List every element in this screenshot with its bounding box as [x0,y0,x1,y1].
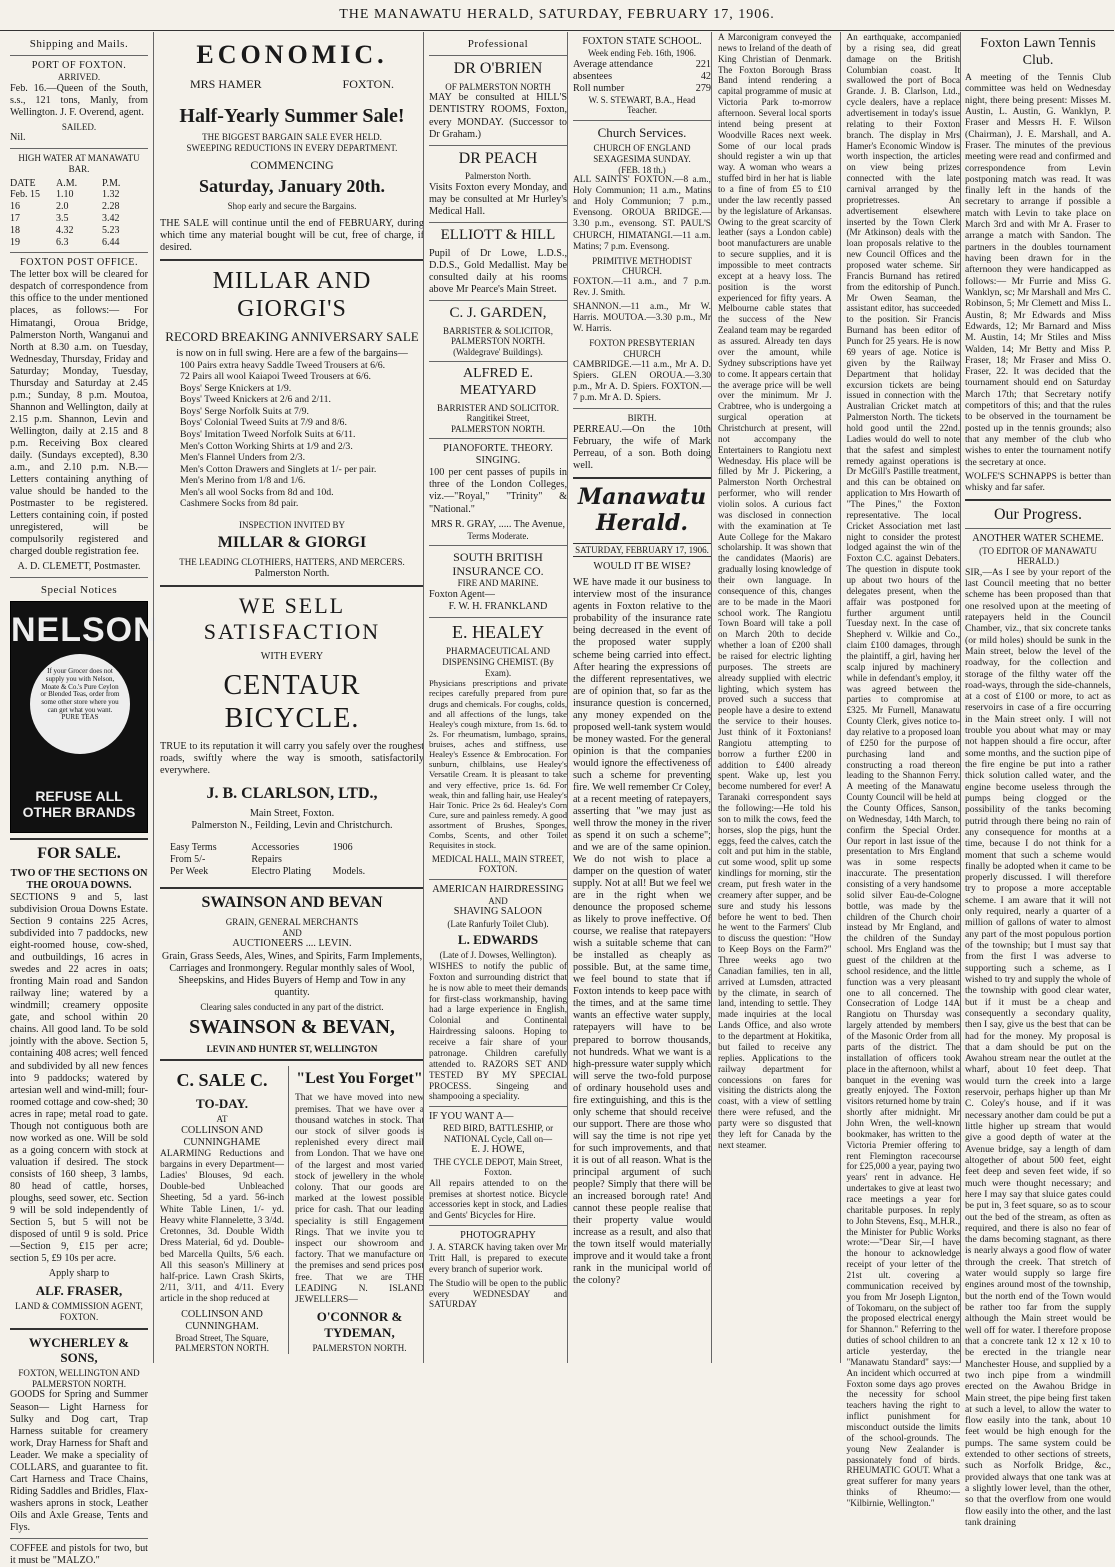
elliott-text: Pupil of Dr Lowe, L.D.S., D.D.S., Gold Medallist. May be consulted daily at his rooms above Mr Pearce's Main Street. [429,247,567,295]
masthead [0,0,1114,31]
sale-title: Half-Yearly Summer Sale! [179,104,405,127]
healey-sub: PHARMACEUTICAL AND DISPENSING CHEMIST. (By Exam). [442,646,554,678]
postmaster: A. D. CLEMETT, Postmaster. [17,561,141,573]
mg-trade: THE LEADING CLOTHIERS, HATTERS, AND MERCERS. [179,557,405,568]
garden-bldg: (Waldegrave' Buildings). [453,346,543,357]
post-office-title: FOXTON POST OFFICE. [19,257,139,269]
arrived-label: ARRIVED. [57,72,101,82]
garden-sub: BARRISTER & SOLICITOR, [442,325,554,336]
apply-label: Apply sharp to [48,1268,110,1280]
primitive-title: PRIMITIVE METHODIST CHURCH. [592,255,692,277]
mg-bargain-item: Men's all wool Socks from 8d and 10d. [180,486,334,498]
satisfaction-title: WE SELL SATISFACTION [203,592,381,644]
nelson-circle-text: If your Grocer does not supply you with Nelson, Moate & Co.'s Pure Ceylon or Blended Teas, order from some other store where you can get what you want. PURE TEAS [30,654,130,754]
column-5 [711,32,966,1509]
clarlson-addr: Main Street, Foxton. [249,807,335,819]
howe-text: All repairs attended to on the premises at shortest notice. Bicycle accessories kept in stock, and Ladies and Gents' Bicycles for Hire. [429,1177,567,1221]
mg-intro: is now on in full swing. Here are a few of the bargains— [176,347,408,359]
terms-cell: Per Week [170,865,209,877]
lyf-ad [295,1066,424,1353]
sbi-title: SOUTH BRITISH INSURANCE CO. [452,550,544,579]
tide-cell: 5.23 [102,224,120,236]
lyf-title: "Lest You Forget" [296,1070,423,1088]
cc-at: AT [216,1114,228,1124]
sale-sub2: SWEEPING REDUCTIONS IN EVERY DEPARTMENT. [186,143,398,154]
tide-cell: 19 [10,236,20,248]
terms-cell [333,854,414,866]
edwards-note: (Late of J. Dowses, Wellington). [439,950,557,961]
tide-cell: 2.28 [102,201,120,213]
mg-bargain-item: 100 Pairs extra heavy Saddle Tweed Trousers at 6/6. [180,359,386,371]
absentees-label: absentees [573,70,613,82]
elliott-name: ELLIOTT & HILL [440,227,556,244]
sale-date: Saturday, January 20th. [198,175,386,196]
tide-cell: 2.0 [56,201,69,213]
wolfe-ad: WOLFE'S SCHNAPPS is better than whisky and far safer. [965,470,1111,494]
with-every: WITH EVERY [260,650,324,662]
club-title: Foxton Lawn Tennis Club. [980,36,1096,68]
mg-bargain-item: Boys' Colonial Tweed Suits at 7/9 and 8/6. [180,417,347,429]
school-title: FOXTON STATE SCHOOL. [582,36,702,47]
meatyard-sub: BARRISTER AND SOLICITOR. [436,402,560,413]
hamer-town: FOXTON. [342,76,394,91]
tide-cell: 6.44 [102,236,120,248]
hair-note: (Late Ranfurly Toilet Club). [447,918,549,929]
progress-title: Our Progress. [994,505,1082,523]
starck-text: J. A. STARCK having taken over Mr Tritt Hall, is prepared to execute every branch of superior work. [429,1242,567,1274]
editor-line: (TO EDITOR OF MANAWATU HERALD.) [979,545,1097,567]
sunday: SEXAGESIMA SUNDAY. [593,153,691,164]
sb-text: Grain, Grass Seeds, Ales, Wines, and Spirits, Farm Implements, Carriages and Ironmongery. Regular monthly sales of Wool, Sheepskins, and Hides Buyers of Hemp and Tow in any quantity. [161,950,423,998]
cc-text: ALARMING Reductions and bargains in every Department— Ladies' Blouses, 9d each. Double-bed Unbleached Sheeting, 5d a yard. 56-inch White Table Linen, 1/- yd. Heavy white Flannelette, 3 3/4d. Cretonnes, 3d. Double Width Dress Material, 6d yd. Double-bed Marcella Quilts, 5/6 each. All this season's Millinery at half-price. Lawn Crash Skirts, 2/11, 3/11, and 4/11. Every article in the shop reduced at [160,1148,284,1305]
editorial-text: WE have made it our business to interview most of the insurance agents in Foxton relative to the probability of the insurance rate being decreased in the event of the proposed water supply scheme being carried into effect. After hearing the expressions of the different representatives, we are of opinion that, so far as the insurance question is concerned, any money expended on the proposed well-tank system would be money wasted. For the general opinion is that the companies would ignore the effectiveness of such a scheme for preventing fire. We well remember Cr Coley, at a recent meeting of ratepayers, asserting that "we may just as well throw the money in the river as spend it on such a scheme"; and we are of the same opinion. We do not wish to place a damper on the question of water supply. Not at all! But we feel we are in the right when we denounce the proposed scheme as likely to prove ineffective. Of course, we realise that ratepayers wish a suitable scheme that can be installed as cheaply as possible. But, at the same time, we feel bound to state that if Foxton intends to keep pace with the times, and at the same time wants an effective water supply, ratepayers will have to be prepared to borrow thousands, not hundreds. What we want is a high-pressure water supply which will serve the two-fold purpose of ordinary household uses and fire extinguishing, and this is the only scheme that should receive our support. There are those who will say the time is not ripe yet for such improvements, and that it is out of all reason. What is the principal argument of such people? Simply that there will be an increased borough rate! And cannot these people realise that their property value would increase as a result, and also that the town itself would materially improve and it would take a front rank in the municipal world of the colony? [573,577,711,1287]
sb-sub: GRAIN, GENERAL MERCHANTS [225,917,359,928]
centaur-title: CENTAUR BICYCLE. [223,669,361,734]
sb-big: SWAINSON & BEVAN, [189,1016,395,1039]
bottom-ads [160,1066,424,1353]
economic-title: ECONOMIC. [196,40,388,69]
tide-table [10,178,148,249]
nelson-tagline: REFUSE ALL OTHER BRANDS [22,788,136,820]
sb-and: AND [282,927,302,938]
tide-cell: 3.5 [56,212,69,224]
column-3 [423,32,572,1363]
howe-name: E. J. HOWE, [471,1144,525,1156]
mg-bargain-item: Cashmere Socks from 8d pair. [180,498,299,510]
meatyard-town: PALMERSTON NORTH. [451,423,545,434]
hair-and: AND [488,895,508,906]
terms-cell: Accessories [251,841,300,853]
mg-bargain-item: 72 Pairs all wool Kaiapoi Tweed Trousers at 6/6. [180,371,371,383]
garden-town: PALMERSTON NORTH. [451,336,545,347]
feb: (FEB. 18 th.) [618,164,666,175]
presby-text: CAMBRIDGE.—11 a.m., Mr A. D. Spiers. GLEN OROUA.—3.30 p.m., Mr A. D. Spiers. FOXTON.—7 p.m. Mr A. D. Spiers. [573,359,711,403]
sbi-agent: Foxton Agent— [429,589,495,601]
port-title: PORT OF FOXTON. [31,59,127,71]
for-sale-sub: TWO OF THE SECTIONS ON THE OROUA DOWNS. [10,868,148,892]
letter-text: SIR,—As I see by your report of the last Council meeting that no better scheme has been proposed than that one resolved upon at the meeting of ratepayers held in the Council Chamber, viz., that six concrete tanks (or mild holes) should be sunk in the Main street, below the level of the roadway, for the collection and storage of the filthy water off the road-ways, through the side-channels, at a cost of £100 or more, to act as reservoirs in case of a fire occurring in the Main street only. I will not trouble you about what may or may not happen should a fire occur, after some months, and the suction pipe of the fire engine be put into a rather thick solution called water, and the engine become useless through the pumps being clogged or the possibility of the tanks becoming putrid through there being no rain of any consequence for months at a time, because I do not think for a moment that such a scheme would finally be adopted when it came to be properly discussed. I will therefore try to propose a more acceptable scheme. I am aware that it will not only required, nearly a quarter of a million of gallons of water to almost any part of the most populous portion of the township; but I must say that from the first I was adverse to supporting such a scheme, as I wished to try and supply the whole of the township with good clear water, but if it must be a cheap and consequently a secondary quality, then I say, give us the best that can be had for the money. My proposal is that a dam should be put on the Awahou stream near the outlet at the wharf, about 10 feet deep. That would turn the creek into a large reservoir, perhaps higher up than Mr C. Coley's house, and if it was necessary another dam could be put a little higher up stream that would give a good depth of water at the Avenue bridge, say a length of dam altogether of about 500 feet, eight feet deep and seven feet wide, if so much were thought necessary; and here I may say that sluice gates could be put in, 3 feet square, so as to scour out the bed of the stream, as often as required, and there is also no fear of the dams becoming stagnant, as there is nearly always a good flow of water through the creek. That stretch of water would supply so large fire engines around most of the township, but the north end of the Town would be rather too far from the supply although the Main street would be well off for water. I therefore propose that a concrete tank 12 x 12 x 10 to be erected in the triangle near Manchester House, and supplied by a two inch pipe from a windmill erected on the Awahou Bridge in Main street, the pipe being first taken at such a level, to allow the water to flow easily into the tank, about 10 feet would be high enough for the pumps. The same system could be extended to other sections of streets, such as Norfolk Bridge, &c., provided always that one tank was at a slightly lower level, than the other, so that the overflow from one would flow easily into the other, and the last tank draining [965,566,1111,1528]
edwards-text: WISHES to notify the public of Foxton and surrounding district that he is now able to meet their demands for first-class workmanship, having had a large experience in English, Colonial and Continental Hairdressing saloons. Hoping to receive a fair share of your patronage. Children carefully attended to. RAZORS SET AND TESTED BY MY SPECIAL PROCESS. Singeing and shampooing a speciality. [429,961,567,1102]
sbi-name: F. W. H. FRANKLAND [448,601,548,613]
news-right [840,32,961,1509]
sailed-text: Nil. [10,132,26,144]
terms-table [170,842,414,877]
for-sale-text: SECTIONS 9 and 5, last subdivision Oroua Downs Estate. Section 9 contains 225 Acres, subdivided into 7 paddocks, new eight-roomed house, cow-shed, and outbuildings, 16 acres in swedes and 22 acres in oats; fronting Main road and Sandon railway line; watered by a windmill; creamery opposite gate, and school within 20 chains. All good land. To be sold jointly with the above. Section 5, containing 408 acres; well fenced and subdivided by all new fences into 9 paddocks; watered by artesian well and wind-mill; four-roomed cottage and cow-shed; 30 acres in rape; metal road to gate. Though not contiguous both are now worked as one. Will be sold as a going concern with stock at valuation if desired. The stock consists of 160 sheep, 3 lambs, 80 head of cattle, horses, ploughs, seed sower, etc. Section 9 will be sold independently of Section 5, but 5 will not be disposed of until 9 is sold. Price—Section 9, £15 per acre; section 5, £9 10s per acre. [10,892,148,1264]
mg-bargain-item: Men's Cotton Working Shirts at 1/9 and 2/3. [180,440,353,452]
terms-cell: Repairs [251,853,282,865]
obrien-name: DR O'BRIEN [453,59,543,77]
tide-cell: 6.3 [56,236,69,248]
news-text-1: A Marconigram conveyed the news to Ireland of the death of King Christian of Denmark. The Foxton Borough Brass Band intend rendering a capital programme of music at Victoria Park to-morrow afternoon. Several local sports intend being present at Woodville Races next week. Some of our local prads should register a win up that way. A woman who wears a stuffed bird in her hat is liable to a fine of from £5 to £10 under the law recently passed by the legislature of Arkansas. Owing to the great scarcity of leather (says a London cable) boot manufacturers are unable to secure supplies, and it is impossible to meet contracts except at a heavy loss. The position is the worst experienced for fifty years. A Melbourne cable states that the success of the New Zealand team may be regarded as assured. Already ten days over the amount, while Sydney subscriptions have yet to come. It appears certain that the average price will be well over the minimum. Mr J. Crabtree, who is undergoing a surgical operation at Christchurch at present, will not accompany the Entertainers to Rangiotu next Wednesday. His place will be filled by Mr J. Pickering, a Palmerston North Orchestral performer, who will render violin solos. A curious fact was disclosed in connection with the examination at Te Aute College for the Makaro scholarship. It was shown that the candidates (Maoris) are gradually losing knowledge of their own language. In consequence of this, changes are to be made in the Maori school work. The Rangiotu Town Board will take a poll on March 20th to decide whether a loan of £200 shall be raised for electric lighting purposes. The streets are already supplied with electric lighting, which system has proved such a success that people have a desire to extend the service to their houses. Just think of it Foxtonians! Rangiotu attempting to borrow a further £200 in addition to £400 already spent. Wake up, lest you become numbered for ever! A Taranaki correspondent says the following:—He told his son to milk the cows, feed the horses, slop the pigs, hunt the eggs, feed the calves, catch the colt and put him in the stable, cut some wood, split up some kindlings for morning, stir the cream, put fresh water in the creamery after supper, and be sure and study his lessons before he went to bed. Then he went to the Farmers' Club to discuss the question: "How to Keep Boys on the Farm?" Three weeks ago two Canadian families, ten in all, arrived at Lumsden, attracted by the climate, in search of land, intending to settle. They made inquiries at the local Lands Office, and also wrote to the department at Hokitika, but failed to receive any replies. Applications to the railway department for concessions on fares for visiting the districts along the coast, with a view of settling there were refused, and the party were so disgusted that they left for Canada by the next steamer. [718,32,832,1150]
news-left [718,32,832,1363]
post-office-text: The letter box will be cleared for despatch of correspondence from this office to the under mentioned places, as follows:— For Himatangi, Oroua Bridge, Palmerston North, Wanganui and North at 8.30 a.m. on Tuesday, Wednesday, Thursday, Friday and Saturday; Monday, Tuesday, Thursday and Saturday at 2.45 p.m.; Sunday, 8 p.m. Moutoa, Shannon and Wellington, daily at 2.15 p.m. Shannon, Levin and Wellington, daily at 2.15 and 8 p.m. Receiving Box cleared daily. (Sundays excepted), 8.30 a.m., and 2.10 p.m. N.B.—Letters containing anything of value should be handed to the Postmaster to be registered. Letters containing coin, if posted unregistered, will be compulsorily registered and charged double registration fee. [10,269,148,558]
mg-bargain-item: Boys' Tweed Knickers at 2/6 and 2/11. [180,394,331,406]
arrived-text: Feb. 16.—Queen of the South, s.s., 121 tons, Manly, from Wellington. J. F. Overend, agent. [10,82,148,118]
roll-value: 279 [695,82,711,94]
tide-cell: 17 [10,212,20,224]
sb-title: SWAINSON AND BEVAN [201,894,383,912]
tide-cell: Feb. 15 [10,189,40,201]
wycherley-text: GOODS for Spring and Summer Season— Light Harness for Sulky and Dog cart, Trap Harness suitable for creamery work, Dray Harness for Shaft and Leader. We make a speciality of COLLARS, and guarantee to fit. Cart Harness and Trace Chains, Riding Saddles and Bridles, Flax-washers aprons in stock, Leather Oils and Axle Grease, Tents and Flys. [10,1389,148,1533]
tide-cell: 1.10 [56,189,74,201]
mg-bargain-item: Men's Cotton Drawers and Singlets at 1/- per pair. [180,463,377,475]
mg-title: MILLAR AND GIORGI'S [212,267,372,323]
sailed-label: SAILED. [61,121,97,132]
paper-date: SATURDAY, FEBRUARY 17, 1906. [573,543,711,558]
church-text: ALL SAINTS' FOXTON.—8 a.m., Holy Communion; 11 a.m., Matins and Holy Communion; 7 p.m., Evensong. OROUA BRIDGE.—3.30 p.m., evensong. ST. PAUL'S CHURCH, HIMATANGI.—11 a.m. Matins; 7 p.m. Evensong. [573,175,711,252]
gray-terms: Terms Moderate. [467,530,529,541]
photo-title: PHOTOGRAPHY [460,1230,536,1242]
sb-note: Clearing sales conducted in any part of the district. [200,1001,384,1012]
peach-town: Palmerston North. [465,171,531,182]
healey-name: E. HEALEY [452,622,544,643]
roll-label: Roll number [573,82,625,94]
howe-sub: THE CYCLE DEPOT, Main Street, Foxton. [433,1156,563,1178]
tide-head: P.M. [102,177,121,189]
peach-name: DR PEACH [458,149,538,167]
shipping-title: Shipping and Mails. [29,38,129,50]
editorial-title: WOULD IT BE WISE? [593,561,691,573]
column-4 [567,32,716,1363]
tide-head: DATE [10,177,36,189]
clarlson-name: J. B. CLARLSON, LTD., [206,785,378,803]
cc-name: COLLINSON AND CUNNINGHAME [181,1124,263,1148]
terms-cell: 1906 [332,841,353,853]
terms-cell: Easy Terms [170,841,217,853]
nelson-brand: NELSON [11,611,159,650]
piano-text: 100 per cent passes of pupils in three of the London Colleges, viz.—"Royal," "Trinity" & "National." [429,467,567,515]
mg-sub: RECORD BREAKING ANNIVERSARY SALE [165,329,419,345]
news-text-2: An earthquake, accompanied by a rising sea, did great damage on the British Columbian coast. It swallowed the port of Boca Grande. J. B. Clarlson, Ltd., cycle dealers, have a replace advertisement in today's issue relating to their Foxton branch. The display in Mrs Hamer's Economic Window is worth inspection, the articles on view being prizes connected with the late carnival arranged by the proprietresses. An advertisement elsewhere inserted by the Town Clerk (Mr Atkinson) deals with the loan proposals relative to the new Council Offices and the proposed water scheme. Sir Francis Burnand has retired from the editorship of Punch. Mr Owen Seaman, the assistant editor, has succeeded to the position. Sir Francis Burnand has been editor of Punch for 25 years. He is now 69 years of age. Notice is given by the Railway Department that holiday excursion tickets are being issued in connection with the Australian Cricket match at Palmerston North. The tickets hold good until the 22nd. Ladies would do well to note that the safest and simplest remedy against operations is Dr McGill's Pastille treatment, and this can be obtained on application to Mrs Howarth of "The Pines," the Foxton representative. The local Cricket Association met last night to consider the protest lodged against the win of the Foxton C.C. against Debaters. The question in dispute took up about two hours of the delegates present, when the affair was postponed for further argument until Tuesday next. In the case of Shepherd v. Wilkie and Co., claim £100 damages, through the plaintiff, a girl, having her scalp injured by machinery while in defendant's employ, it was agreed between the parties to compromise at £325. Mr Furnell, Manawatu County Clerk, gives notice to-day relative to a proposed loan of £250 for the purpose of purchasing land and constructing a road thereon leading to the Shannon Ferry. A meeting of the Manawatu County Council will be held at the County Offices, Sanson, on Wednesday, 14th March, to confirm the Special Order. Our report in last issue of the presentation to Mrs England was in some respects inaccurate. The presentation consisting of a very handsome solid silver Eau-de-Cologne bottle, was made by the children of the Church choir instead by Mr England, and the children of the Sunday school. Mrs England was the guest of the children at the school residence, and the little function was a very pleasant one to all concerned. The Consecration of Lodge 14A Rangiotu on Thursday was largely attended by members of the Masonic Order from all parts of the district. The installation of officers took place in the afternoon, whilst a banquet in the evening was greatly enjoyed. The Foxton visitors returned home by train shortly after midnight. Mr John Wren, the well-known bookmaker, has written to the Victoria Premier offering to rent Flemington racecourse for £25,000 a year, paying two years' rent in advance. He undertakes to give at least two race meetings a year for charitable purposes. In reply to John Stevens, Esq., M.H.R., the Minister for Public Works wrote:—"Dear Sir,—I have the honour to acknowledge receipt of your letter of the 21st ult. covering a communication received by you from Mr Joseph Lignton, of Tokomaru, on the subject of the proposed electrical energy for Shannon." Referring to the duties of school children to an article yesterday, the "Manawatu Standard" says:—An incident which occurred at Foxton some days ago proves the necessity for school teachers having the right to inflict punishment for misconduct outside the limits of the school-grounds. The young New Zealander is passionately fond of birds. RHEUMATIC GOUT. What a great sufferer for many years thinks of Rheumo:— "Kilbirnie, Wellington." [846,32,960,1509]
terms-cell: Models. [332,865,366,877]
church-title: Church Services. [597,124,687,140]
agent-sub: LAND & COMMISSION AGENT, FOXTON. [15,1301,143,1322]
terms-cell: Electro Plating [251,865,312,877]
meatyard-st: Rangitikei Street, [466,413,530,424]
tide-cell: 3.42 [102,212,120,224]
nelson-tea-ad [10,601,159,833]
gray-name: MRS R. GRAY, ..... The Avenue, [430,518,566,530]
attendance-value: 221 [695,58,711,70]
special-notices-title: Special Notices [40,584,118,597]
lyf-name: O'CONNOR & TYDEMAN, [316,1309,403,1340]
hamer-line [160,77,424,91]
cc-addr: Broad Street, The Square, PALMERSTON NORTH. [175,1332,269,1354]
mg-bargain-item: Boys' Serge Knickers at 1/9. [180,382,292,394]
tide-cell: 1.32 [102,189,120,201]
piano-title: PIANOFORTE. THEORY. SINGING. [443,443,553,467]
wycherley-sub: FOXTON, WELLINGTON AND PALMERSTON NORTH. [18,1368,140,1389]
birth-text: PERREAU.—On the 10th February, the wife of Mark Perreau, of a son. Both doing well. [573,423,711,471]
studio-text: The Studio will be open to the public every WEDNESDAY and SATURDAY [429,1277,567,1310]
masthead-title: THE MANAWATU HERALD, SATURDAY, FEBRUARY 17, 1906. [339,7,775,22]
mg-name: MILLAR & GIORGI [217,534,367,552]
healey-addr: MEDICAL HALL, MAIN STREET, FOXTON. [431,853,565,875]
for-sale-title: FOR SALE. [37,845,121,863]
absentees-row [573,71,711,83]
hair-title: AMERICAN HAIRDRESSING [432,883,564,895]
mg-bargain-item: Boys' Serge Norfolk Suits at 7/9. [180,405,309,417]
sb-streets: LEVIN AND HUNTER ST, WELLINGTON [206,1043,378,1054]
column-2 [153,32,430,1363]
cc-ad [160,1066,289,1353]
primitive-text2: SHANNON.—11 a.m., Mr W. Harris. MOUTOA.—3.30 p.m., Mr W. Harris. [573,302,711,335]
edwards-name: L. EDWARDS [457,932,539,948]
mg-town: Palmerston North. [254,567,330,579]
healey-text: Physicians prescriptions and private recipes carefully prepared from pure drugs and chemicals. For coughs, colds, and all affections of the lungs, take Healey's cough mixture, from 1s. 6d. to 2s. For rheumatism, lumbago, sprains, bruises, aches and stiffness, use Healey's Essence & Embrocation. For sunburn, chilblains, use Healey's Versatile Cream. It is pleasant to take and very effective, price 1s. 6d. For weak, thin and falling hair, use Healey's Hair Tonic. Price 2s 6d. Healey's Corn Cure, sure and painless remedy. A good assortment of Brushes, Sponges, Combs, Scents, and other Toilet Requisites in stock. [429,678,567,851]
news-columns [718,32,960,1509]
agent-name: ALF. FRASER, [35,1283,123,1299]
presby-title: FOXTON PRESBYTERIAN CHURCH [589,338,695,360]
high-water-title: HIGH WATER AT MANAWATU BAR. [18,153,140,174]
tide-cell: 4.32 [56,224,74,236]
sale-note: Shop early and secure the Bargains. [227,201,357,212]
column-6 [960,32,1115,1528]
lyf-town: PALMERSTON NORTH. [312,1342,407,1353]
mg-bargain-item: Men's Merino from 1/8 and 1/6. [180,475,306,487]
column-1 [8,32,159,1566]
cc-title: C. SALE C. [176,1070,268,1091]
centaur-text: TRUE to its reputation it will carry you safely over the roughest roads, swiftly where the way is smooth, satisfactorily everywhere. [160,740,424,777]
cc-sign: COLLINSON AND CUNNINGHAM. [181,1308,263,1332]
school-week: Week ending Feb. 16th, 1906. [587,48,696,59]
attendance-label: Average attendance [573,58,653,70]
hamer-name: MRS HAMER [190,76,262,91]
birth-title: BIRTH. [627,413,657,424]
peach-text: Visits Foxton every Monday, and may be consulted at Mr Hurley's Medical Hall. [429,182,567,218]
water-title: ANOTHER WATER SCHEME. [972,533,1104,545]
meatyard-name: ALFRED E. MEATYARD [459,366,537,398]
mg-bargain-item: Boys' Imitation Tweed Norfolk Suits at 6/11. [180,429,356,440]
church-eng: CHURCH OF ENGLAND [593,143,691,154]
commencing: COMMENCING [250,157,334,172]
tide-cell: 18 [10,224,20,236]
sale-cont: THE SALE will continue until the end of FEBRUARY, during which time any material bought will be cut, free of charge, if desired. [160,217,424,253]
absentees-value: 42 [700,70,711,82]
wycherley-title: WYCHERLEY & SONS, [28,1334,130,1365]
cc-today: TO-DAY. [196,1095,248,1111]
mg-bargain-item: Men's Flannel Unders from 2/3. [180,452,306,464]
lyf-text: That we have moved into new premises. That we have over a thousand watches in stock. That our stock of silver goods is replenished every direct mail from London. That we have one of the largest and most varied stock of jewellery in the whole colony. That our goods are marked at the lowest possible price for cash. That our leading speciality is still Engagement Rings. That we invite you to inspect our showroom and factory. That we manufacture on the premises and send prices post free. That we are THE LEADING N. ISLAND JEWELLERS— [295,1093,424,1305]
attendance-row [573,59,711,71]
terms-cell: From 5/- [170,853,206,865]
tide-head: A.M. [56,177,78,189]
inspection: INSPECTION INVITED BY [239,519,345,530]
clarlson-towns: Palmerston N., Feilding, Levin and Christchurch. [191,819,393,831]
hair-sub: SHAVING SALOON [453,906,543,918]
professional-title: Professional [467,38,529,50]
coffee-ad: COFFEE and pistols for two, but it must be "MALZO." [10,1542,148,1566]
primitive-text: FOXTON.—11 a.m., and 7 p.m. Rev. J. Smith. [573,276,711,299]
obrien-text: MAY be consulted at HILL'S DENTISTRY ROOMS, Foxton, every MONDAY. (Successor to Dr Graham.) [429,92,567,140]
mg-bargain-list [160,360,424,510]
roll-row [573,83,711,95]
sb-auct: AUCTIONEERS .... LEVIN. [232,938,352,950]
sbi-sub: FIRE AND MARINE. [457,578,539,589]
obrien-sub: OF PALMERSTON NORTH [445,81,551,92]
tide-cell: 16 [10,201,20,213]
paper-name: Manawatu Herald. [577,483,707,536]
garden-name: C. J. GARDEN, [449,304,547,321]
club-text: A meeting of the Tennis Club committee was held on Wednesday night, there being present: Misses M. Austin, L. Austin, G. Wanklyn, P. Fraser and Messrs H. F. Wilson (Chairman), J. E. Marshall, and A. Fraser. The minutes of the previous meeting were read and confirmed and correspondence from Levin postponing match was read. It was finally left in the hands of the secretary to arrange if possible a match with Levin to take place on March 3rd and with Mr A. Fraser to arrange a match with Sandon. The partners in the doubles tournament having been drawn for in the afternoon they were handicapped as follows:— Mr Furrie and Miss G. Wanklyn, sc; Mr Marshall and Mrs C. Robinson, 5; Mr Clemett and Miss L. Austin, 8; Mr Edwards and Miss Edwards, 12; Mr Barnard and Miss M. Austin, 14; Mr Stiles and Miss Walden, 14; Mr Betty and Miss P. Fraser, 18; Mr Fraser and Miss O. Fraser, 22. It was decided that the tournament should end on Saturday March 17th; that Secretary notify competitors of this; and that the rules to be observed in the tournament be posted up in the tennis grounds; also that any member of the club who wishes to enter the tournament notify the secretary at once. [965,72,1111,468]
sale-sub1: THE BIGGEST BARGAIN SALE EVER HELD. [202,132,382,143]
stewart: W. S. STEWART, B.A., Head Teacher. [588,94,696,116]
want-title: IF YOU WANT A— [429,1111,514,1123]
want-items: RED BIRD, BATTLESHIP, or NATIONAL Cycle, Call on— [442,1123,554,1144]
